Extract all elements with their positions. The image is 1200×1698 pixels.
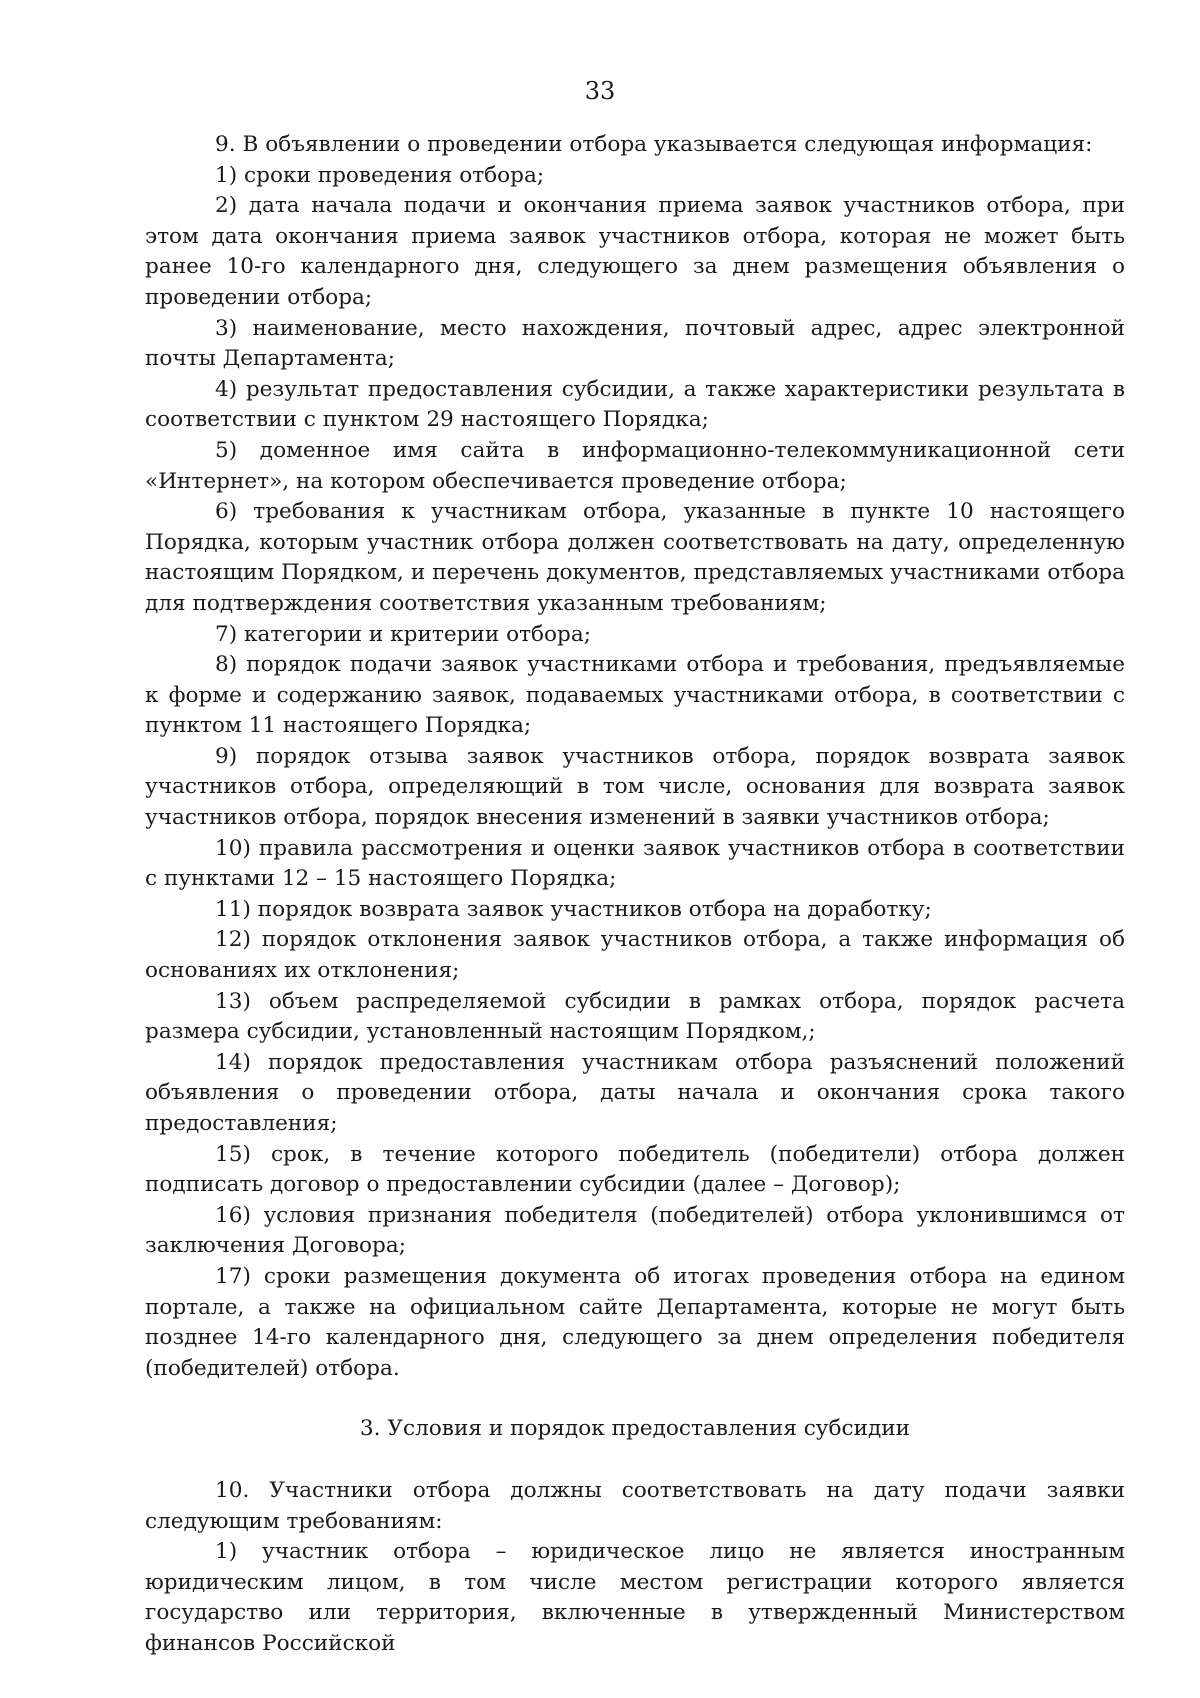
paragraph: 10. Участники отбора должны соответствовать на дату подачи заявки следующим требованиям: — [145, 1477, 1125, 1534]
list-item: 9) порядок отзыва заявок участников отбора, порядок возврата заявок участников отбора, определяющий в том числе, основания для возврата заявок участников отбора, порядок внесения изменений в заявки участников отбора; — [145, 743, 1125, 831]
list-item: 1) сроки проведения отбора; — [215, 162, 545, 188]
list-item: 4) результат предоставления субсидии, а также характеристики результата в соответствии с пунктом 29 настоящего Порядка; — [145, 376, 1125, 433]
list-item: 7) категории и критерии отбора; — [215, 621, 591, 647]
list-item: 6) требования к участникам отбора, указанные в пункте 10 настоящего Порядка, которым участник отбора должен соответствовать на дату, определенную настоящим Порядком, и перечень документов, представляемых участниками отбора для подтверждения соответствия указанным требованиям; — [145, 499, 1125, 616]
list-item: 12) порядок отклонения заявок участников отбора, а также информация об основаниях их отклонения; — [145, 927, 1125, 984]
list-item: 13) объем распределяемой субсидии в рамках отбора, порядок расчета размера субсидии, установленный настоящим Порядком,; — [145, 988, 1125, 1045]
page-number: 33 — [584, 77, 616, 105]
list-item: 2) дата начала подачи и окончания приема заявок участников отбора, при этом дата окончания приема заявок участников отбора, которая не может быть ранее 10-го календарного дня, следующего за днем размещения объявления о проведении отбора; — [145, 193, 1125, 310]
list-item: 8) порядок подачи заявок участниками отбора и требования, предъявляемые к форме и содержанию заявок, подаваемых участниками отбора, в соответствии с пунктом 11 настоящего Порядка; — [145, 652, 1125, 739]
list-item: 14) порядок предоставления участникам отбора разъяснений положений объявления о проведении отбора, даты начала и окончания срока такого предоставления; — [145, 1049, 1125, 1136]
section-heading: 3. Условия и порядок предоставления субсидии — [359, 1416, 911, 1442]
list-item: 17) сроки размещения документа об итогах проведения отбора на едином портале, а также на официальном сайте Департамента, которые не могут быть позднее 14-го календарного дня, следующего за днем определения победителя (победителей) отбора. — [145, 1263, 1125, 1381]
list-item: 5) доменное имя сайта в информационно-телекоммуникационной сети «Интернет», на котором обеспечивается проведение отбора; — [145, 437, 1125, 494]
list-item: 1) участник отбора – юридическое лицо не является иностранным юридическим лицом, в том числе местом регистрации которого является государство или территория, включенные в утвержденный Министерством финансов Российской — [145, 1539, 1125, 1656]
list-item: 16) условия признания победителя (победителей) отбора уклонившимся от заключения Договора; — [145, 1202, 1125, 1259]
list-item: 11) порядок возврата заявок участников отбора на доработку; — [215, 896, 932, 922]
list-item: 10) правила рассмотрения и оценки заявок участников отбора в соответствии с пунктами 12 – 15 настоящего Порядка; — [145, 835, 1125, 892]
document-body — [145, 130, 1125, 1660]
list-item: 15) срок, в течение которого победитель (победители) отбора должен подписать договор о предоставлении субсидии (далее – Договор); — [145, 1141, 1125, 1198]
paragraph: 9. В объявлении о проведении отбора указывается следующая информация: — [215, 132, 1093, 157]
list-item: 3) наименование, место нахождения, почтовый адрес, адрес электронной почты Департамента; — [145, 315, 1125, 372]
